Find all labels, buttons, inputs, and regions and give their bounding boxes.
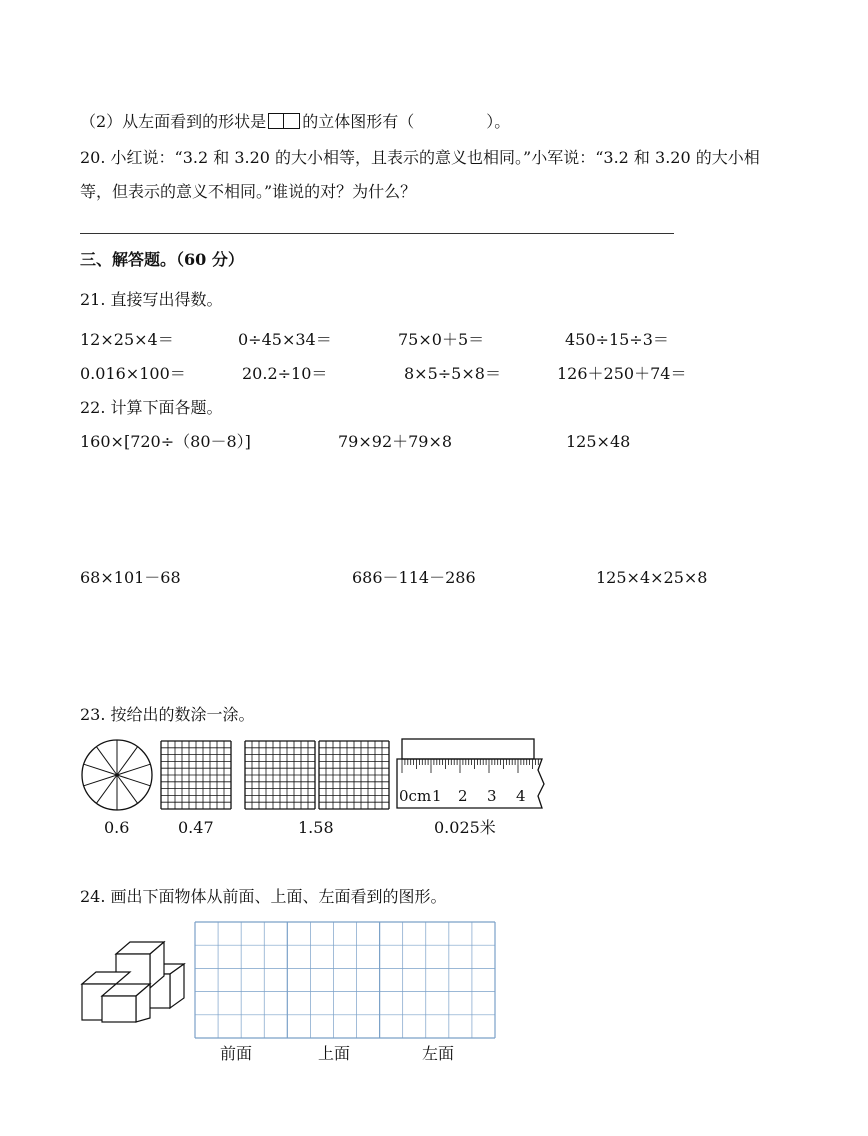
q22-item: 125×48 [566,432,631,451]
q21-item: 20.2÷10＝ [242,364,328,383]
q21-item: 450÷15÷3＝ [565,330,669,349]
two-square-shape-icon [268,113,300,129]
q21-item: 0.016×100＝ [80,364,186,383]
label-front-view: 前面 [220,1044,253,1063]
hundred-grid-b[interactable] [244,740,316,810]
q19-part2 [80,112,510,132]
q23-label-circle: 0.6 [104,818,130,837]
ruler-label: 1 [432,787,442,805]
q23-label-ruler: 0.025米 [434,818,496,837]
cube-stack-figure [78,936,188,1024]
q20-line1: 20. 小红说：“3.2 和 3.20 的大小相等，且表示的意义也相同。”小军说：“3.2 和 3.20 的大小相 [80,148,760,167]
q22-item: 686－114－286 [352,568,476,587]
q19-part2-suffix: 的立体图形有（ [302,112,415,131]
q22-item: 160×[720÷（80－8）] [80,432,251,451]
hundred-grid-a[interactable] [160,740,232,810]
q20-answer-line[interactable] [80,233,674,234]
circle-ten-parts-icon[interactable] [80,738,154,812]
q21-item: 8×5÷5×8＝ [404,364,501,383]
q21-item: 12×25×4＝ [80,330,174,349]
label-top-view: 上面 [318,1044,351,1063]
q24-title: 24. 画出下面物体从前面、上面、左面看到的图形。 [80,887,447,906]
q23-title: 23. 按给出的数涂一涂。 [80,705,255,724]
q23-label-grids: 1.58 [298,818,334,837]
q21-item: 126＋250＋74＝ [557,364,687,383]
q22-item: 125×4×25×8 [596,568,708,587]
ruler-label: 3 [487,787,497,805]
label-left-view: 左面 [422,1044,455,1063]
ruler-zero-label: 0cm [399,787,432,805]
section-3-title: 三、解答题。（60 分） [80,250,244,269]
ruler-label: 2 [458,787,468,805]
q23-label-grid: 0.47 [178,818,214,837]
q19-part2-close: ）。 [486,112,511,131]
q20-line2: 等，但表示的意义不相同。”谁说的对？为什么？ [80,182,417,201]
q22-item: 79×92＋79×8 [338,432,453,451]
q21-item: 75×0＋5＝ [398,330,485,349]
q22-title: 22. 计算下面各题。 [80,398,223,417]
ruler-label: 4 [516,787,526,805]
q21-item: 0÷45×34＝ [238,330,332,349]
q21-title: 21. 直接写出得数。 [80,290,223,309]
hundred-grid-c[interactable] [318,740,390,810]
q22-item: 68×101－68 [80,568,181,587]
q19-part2-prefix: （2）从左面看到的形状是 [80,112,267,131]
answer-grid[interactable] [194,921,496,1039]
